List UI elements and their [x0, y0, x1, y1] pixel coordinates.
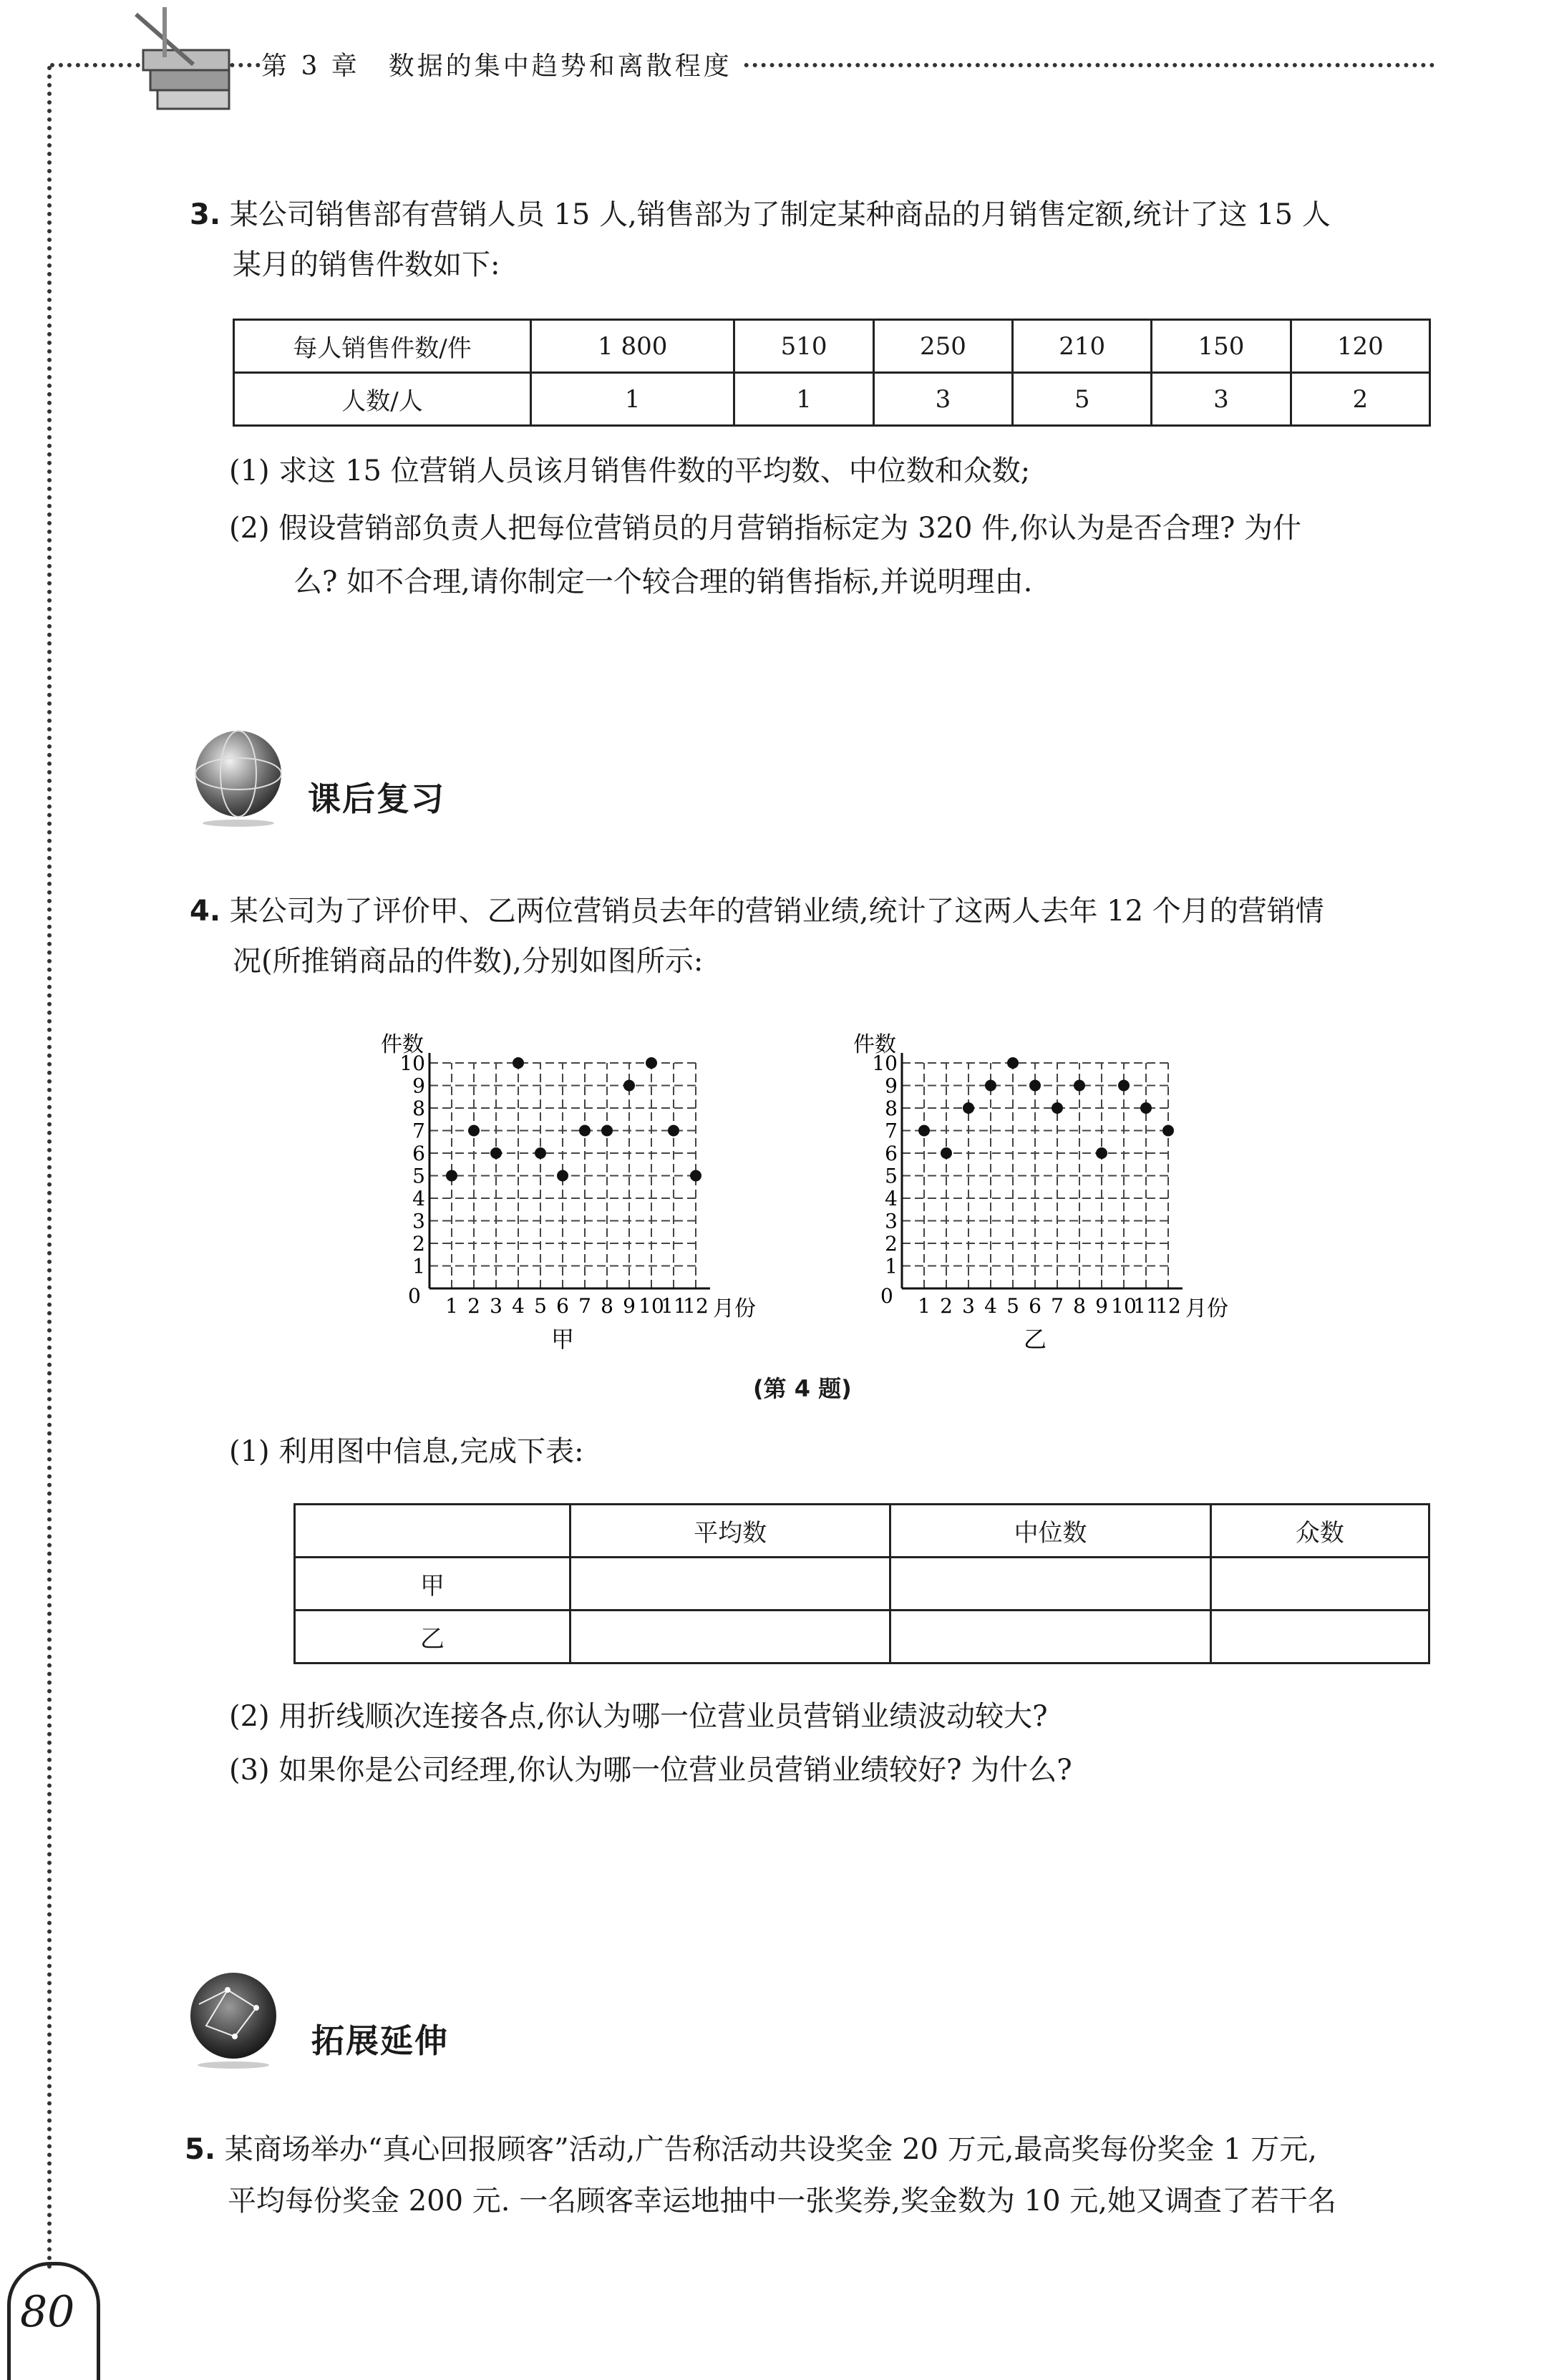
q5-text-line2: 平均每份奖金 200 元. 一名顾客幸运地抽中一张奖券,奖金数为 10 元,她又调查了若干名 — [228, 2185, 1336, 2218]
data-point — [1162, 1125, 1174, 1137]
q3-sub2-line2: 么? 如不合理,请你制定一个较合理的销售指标,并说明理由. — [293, 565, 1033, 598]
q3-row2-header: 人数/人 — [234, 373, 531, 426]
q3-cell: 3 — [873, 373, 1012, 426]
q5-text-line1 — [185, 2122, 1317, 2177]
y-axis-title: 件数 — [381, 1032, 424, 1057]
y-tick-label: 5 — [412, 1164, 425, 1188]
y-tick-label: 4 — [885, 1187, 898, 1210]
x-tick-label: 6 — [1029, 1294, 1041, 1318]
margin-dotted-rule — [47, 66, 52, 2270]
q3-cell: 250 — [873, 320, 1012, 373]
x-tick-label: 2 — [940, 1294, 953, 1318]
y-tick-label: 3 — [885, 1209, 898, 1233]
network-globe-icon — [185, 1968, 285, 2069]
q4-header-blank — [295, 1505, 570, 1558]
x-tick-label: 9 — [623, 1294, 636, 1318]
x-tick-label: 12 — [1155, 1294, 1181, 1318]
q4-sub3: (3) 如果你是公司经理,你认为哪一位营业员营销业绩较好? 为什么? — [229, 1754, 1072, 1787]
data-point — [1096, 1147, 1107, 1159]
q3-cell: 510 — [734, 320, 873, 373]
chart-jia — [372, 1009, 773, 1353]
data-point — [579, 1125, 591, 1137]
q3-cell: 3 — [1152, 373, 1291, 426]
q4-row-yi: 乙 — [295, 1611, 570, 1663]
x-tick-label: 7 — [1051, 1294, 1064, 1318]
q4-text-line1 — [190, 884, 1324, 938]
q3-cell: 150 — [1152, 320, 1291, 373]
q4-text-line2: 况(所推销商品的件数),分别如图所示: — [233, 945, 704, 978]
x-tick-label: 3 — [490, 1294, 502, 1318]
y-axis-title: 件数 — [853, 1032, 896, 1057]
y-tick-label: 4 — [412, 1187, 425, 1210]
q3-number: 3. — [190, 198, 221, 231]
q3-text-line2: 某月的销售件数如下: — [233, 248, 500, 281]
y-tick-label: 8 — [412, 1097, 425, 1120]
q3-cell: 1 — [531, 373, 734, 426]
chart-title: 甲 — [550, 1326, 575, 1353]
origin-label: 0 — [880, 1284, 893, 1308]
x-tick-label: 9 — [1095, 1294, 1108, 1318]
y-tick-label: 2 — [412, 1232, 425, 1255]
y-tick-label: 10 — [399, 1051, 425, 1075]
data-point — [690, 1170, 701, 1182]
y-tick-label: 6 — [885, 1142, 898, 1165]
y-tick-label: 9 — [412, 1074, 425, 1098]
figure-caption: (第 4 题) — [753, 1375, 852, 1402]
page-number: 80 — [20, 2287, 75, 2337]
y-tick-label: 3 — [412, 1209, 425, 1233]
y-tick-label: 10 — [872, 1051, 898, 1075]
x-tick-label: 5 — [1006, 1294, 1019, 1318]
chart-title: 乙 — [1023, 1326, 1047, 1353]
q4-answer-cell[interactable] — [570, 1558, 890, 1611]
data-point — [623, 1080, 635, 1092]
x-tick-label: 2 — [467, 1294, 480, 1318]
data-point — [513, 1057, 524, 1069]
data-point — [985, 1080, 996, 1092]
q4-line1: 某公司为了评价甲、乙两位营销员去年的营销业绩,统计了这两人去年 12 个月的营销情 — [229, 895, 1324, 928]
y-tick-label: 1 — [412, 1254, 425, 1278]
q4-answer-table — [293, 1503, 1430, 1664]
q3-cell: 5 — [1013, 373, 1152, 426]
q4-header-mode: 众数 — [1210, 1505, 1429, 1558]
y-tick-label: 7 — [412, 1119, 425, 1143]
x-tick-label: 4 — [984, 1294, 997, 1318]
origin-label: 0 — [408, 1284, 421, 1308]
data-point — [1118, 1080, 1130, 1092]
q4-row-jia: 甲 — [295, 1558, 570, 1611]
data-point — [1074, 1080, 1085, 1092]
data-point — [1029, 1080, 1041, 1092]
q3-cell: 120 — [1291, 320, 1429, 373]
q3-row1-header: 每人销售件数/件 — [234, 320, 531, 373]
q4-answer-cell[interactable] — [1210, 1558, 1429, 1611]
x-tick-label: 11 — [1133, 1294, 1159, 1318]
y-tick-label: 8 — [885, 1097, 898, 1120]
x-tick-label: 12 — [683, 1294, 709, 1318]
data-point — [468, 1125, 480, 1137]
data-point — [918, 1125, 930, 1137]
x-tick-label: 8 — [601, 1294, 613, 1318]
y-tick-label: 6 — [412, 1142, 425, 1165]
book-stack-icon — [122, 7, 251, 115]
x-tick-label: 1 — [918, 1294, 931, 1318]
q3-line1: 某公司销售部有营销人员 15 人,销售部为了制定某种商品的月销售定额,统计了这 15 人 — [229, 198, 1331, 231]
y-tick-label: 9 — [885, 1074, 898, 1098]
chapter-title: 第 3 章 数据的集中趋势和离散程度 — [261, 46, 744, 82]
data-point — [446, 1170, 457, 1182]
q4-answer-cell[interactable] — [570, 1611, 890, 1663]
q3-text-line1 — [190, 188, 1331, 242]
q3-cell: 1 — [734, 373, 873, 426]
x-tick-label: 7 — [578, 1294, 591, 1318]
q3-sub1: (1) 求这 15 位营销人员该月销售件数的平均数、中位数和众数; — [229, 455, 1031, 487]
data-point — [490, 1147, 502, 1159]
q5-line1: 某商场举办“真心回报顾客”活动,广告称活动共设奖金 20 万元,最高奖每份奖金 1 万元, — [224, 2133, 1317, 2166]
q4-header-median: 中位数 — [890, 1505, 1210, 1558]
y-tick-label: 2 — [885, 1232, 898, 1255]
data-point — [1007, 1057, 1019, 1069]
q4-sub2: (2) 用折线顺次连接各点,你认为哪一位营业员营销业绩波动较大? — [229, 1700, 1048, 1733]
q3-cell: 1 800 — [531, 320, 734, 373]
chart-yi — [845, 1009, 1245, 1353]
y-tick-label: 5 — [885, 1164, 898, 1188]
x-axis-title: 月份 — [713, 1296, 756, 1321]
x-tick-label: 4 — [512, 1294, 525, 1318]
y-tick-label: 1 — [885, 1254, 898, 1278]
section-title-extension: 拓展延伸 — [311, 2021, 449, 2060]
q3-cell: 210 — [1013, 320, 1152, 373]
data-point — [646, 1057, 657, 1069]
q4-answer-cell[interactable] — [890, 1558, 1210, 1611]
x-tick-label: 3 — [962, 1294, 975, 1318]
data-point — [601, 1125, 613, 1137]
x-tick-label: 8 — [1073, 1294, 1086, 1318]
q3-sales-table — [233, 319, 1431, 427]
globe-icon — [190, 727, 290, 827]
q3-cell: 2 — [1291, 373, 1429, 426]
q3-sub2-line1: (2) 假设营销部负责人把每位营销员的月营销指标定为 320 件,你认为是否合理? 为什 — [229, 512, 1302, 545]
data-point — [963, 1102, 974, 1114]
q4-answer-cell[interactable] — [1210, 1611, 1429, 1663]
x-tick-label: 11 — [661, 1294, 686, 1318]
data-point — [535, 1147, 546, 1159]
data-point — [1140, 1102, 1152, 1114]
data-point — [941, 1147, 952, 1159]
x-tick-label: 5 — [534, 1294, 547, 1318]
q4-sub1: (1) 利用图中信息,完成下表: — [229, 1435, 584, 1468]
x-tick-label: 10 — [1111, 1294, 1137, 1318]
data-point — [668, 1125, 679, 1137]
y-tick-label: 7 — [885, 1119, 898, 1143]
x-tick-label: 1 — [445, 1294, 458, 1318]
section-title-review: 课后复习 — [308, 779, 445, 818]
q4-number: 4. — [190, 895, 221, 928]
data-point — [557, 1170, 568, 1182]
q4-header-mean: 平均数 — [570, 1505, 890, 1558]
data-point — [1052, 1102, 1063, 1114]
x-tick-label: 10 — [638, 1294, 664, 1318]
x-tick-label: 6 — [556, 1294, 569, 1318]
q4-answer-cell[interactable] — [890, 1611, 1210, 1663]
q5-number: 5. — [185, 2133, 216, 2166]
x-axis-title: 月份 — [1185, 1296, 1228, 1321]
